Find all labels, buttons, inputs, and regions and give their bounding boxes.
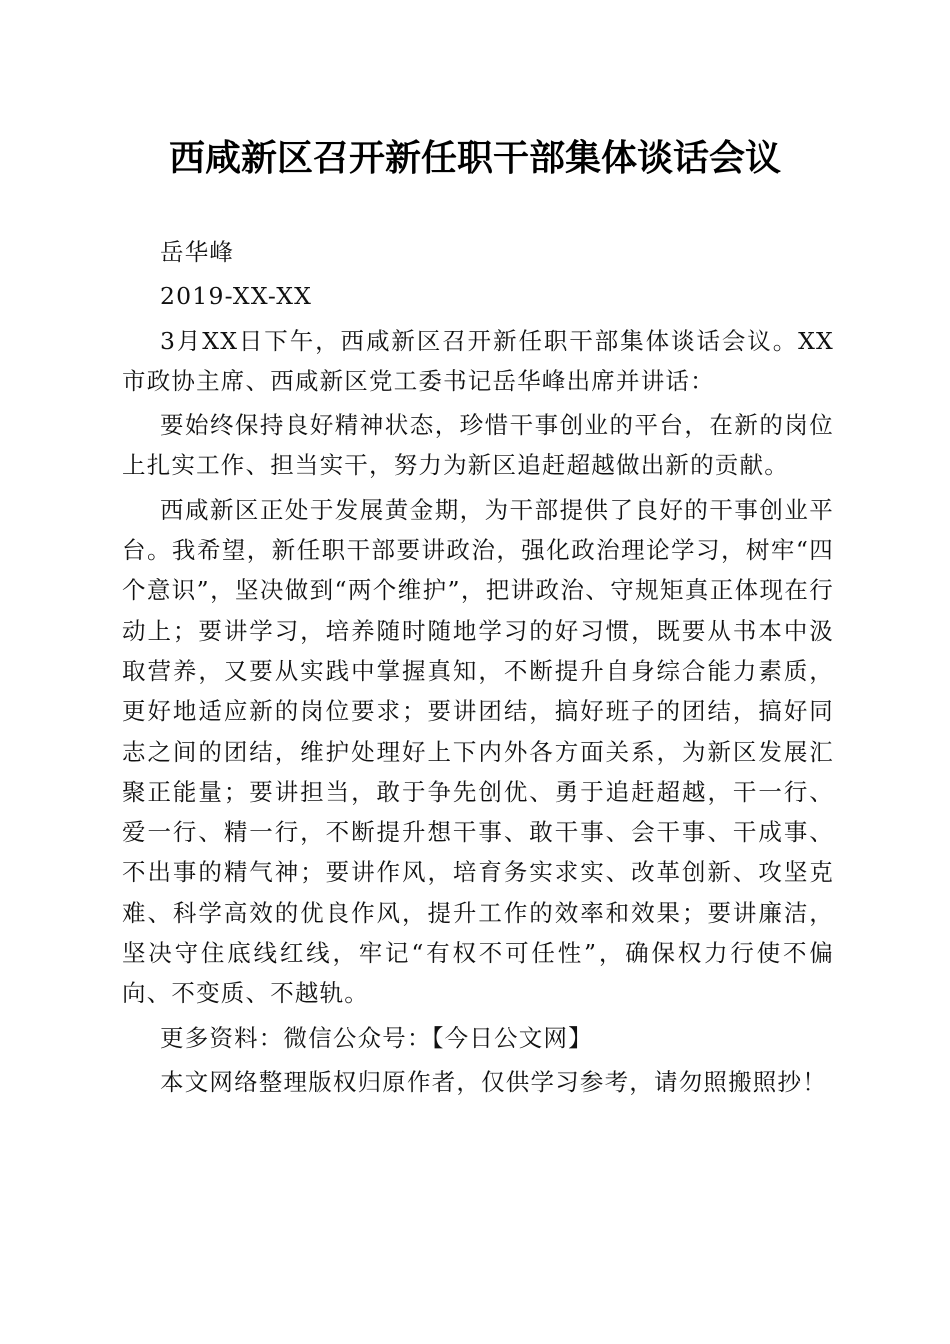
- document-title: 西咸新区召开新任职干部集体谈话会议: [168, 137, 781, 179]
- more-info-line: 更多资料：微信公众号：【今日公文网】: [160, 1023, 593, 1052]
- document-body: [122, 232, 834, 1102]
- paragraph-intro: 3月XX日下午，西咸新区召开新任职干部集体谈话会议。XX市政协主席、西咸新区党工委书记岳华峰出席并讲话：: [122, 326, 834, 395]
- author-line: 岳华峰: [160, 238, 235, 266]
- date-line: 2019-XX-XX: [160, 282, 313, 311]
- paragraph-summary: 要始终保持良好精神状态，珍惜干事创业的平台，在新的岗位上扎实工作、担当实干，努力为新区追赶超越做出新的贡献。: [122, 411, 834, 480]
- disclaimer-line: 本文网络整理版权归原作者，仅供学习参考，请勿照搬照抄！: [160, 1067, 827, 1096]
- paragraph-speech: 西咸新区正处于发展黄金期，为干部提供了良好的干事创业平台。我希望，新任职干部要讲政治，强化政治理论学习，树牢“四个意识”，坚决做到“两个维护”，把讲政治、守规矩真正体现在行动上；要讲学习，培养随时随地学习的好习惯，既要从书本中汲取营养，又要从实践中掌握真知，不断提升自身综合能力素质，更好地适应新的岗位要求；要讲团结，搞好班子的团结，搞好同志之间的团结，维护处理好上下内外各方面关系，为新区发展汇聚正能量；要讲担当，敢于争先创优、勇于追赶超越，干一行、爱一行、精一行，不断提升想干事、敢干事、会干事、干成事、不出事的精气神；要讲作风，培育务实求实、改革创新、攻坚克难、科学高效的优良作风，提升工作的效率和效果；要讲廉洁，坚决守住底线红线，牢记“有权不可任性”，确保权力行使不偏向、不变质、不越轨。: [122, 495, 834, 1008]
